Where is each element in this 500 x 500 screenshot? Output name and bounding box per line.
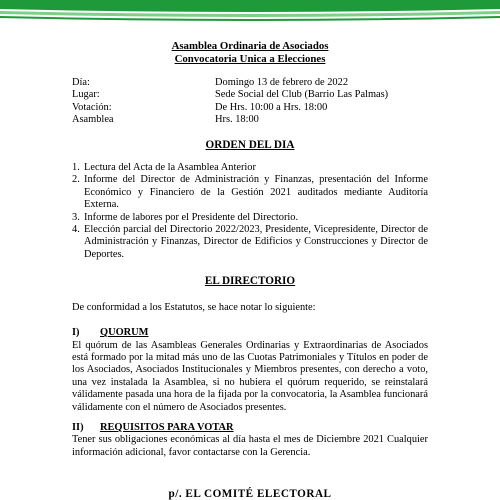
info-label: Asamblea: [72, 114, 114, 126]
agenda-item: [72, 212, 428, 224]
info-row-asamblea: [72, 114, 428, 126]
document-body: [72, 40, 428, 459]
agenda-text: Elección parcial del Directorio 2022/2023, Presidente, Vicepresidente, Director de Administración y Finanzas, Director de Edificios y Construcciones y Director de Deportes.: [84, 224, 428, 260]
stripe-dark-upper: [0, 0, 500, 12]
agenda-item: [72, 162, 428, 174]
title-line-1: Asamblea Ordinaria de Asociados: [171, 40, 329, 52]
info-value: Domingo 13 de febrero de 2022: [215, 77, 349, 88]
signature-line: p/. EL COMITÉ ELECTORAL: [168, 488, 332, 500]
info-row-dia: [72, 77, 428, 89]
info-label: Votación:: [72, 101, 112, 113]
document-title: [72, 40, 428, 66]
section-heading: QUORUM: [100, 327, 149, 339]
agenda-heading: ORDEN DEL DIA: [205, 138, 295, 151]
agenda-item: [72, 174, 428, 211]
intro-text: De conformidad a los Estatutos, se hace notar lo siguiente:: [72, 301, 316, 313]
info-row-lugar: [72, 89, 428, 101]
agenda-item: [72, 224, 428, 261]
section-1-title: [72, 327, 428, 339]
agenda-list: [72, 162, 428, 261]
agenda-number: 2.: [72, 174, 80, 186]
agenda-number: 3.: [72, 211, 80, 223]
title-line-2: Convocatoria Unica a Elecciones: [174, 53, 326, 65]
info-row-votacion: [72, 102, 428, 114]
section-1-text: El quórum de las Asambleas Generales Ordinarias y Extraordinarias de Asociados está formado por la mitad más uno de las Cuotas Patrimoniales y Títulos en poder de los Asociados, Asociados Institucionales y Miembros presentes, con derecho a voto, una vez instalada la Asamblea, si no hubiera el quórum requerido, se reinstalará válidamente pasada una hora de la fijada por la convocatoria, la Asamblea funcionará válidamente con el número de Asociados presentes.: [72, 339, 428, 413]
directorio-heading: EL DIRECTORIO: [204, 275, 296, 288]
agenda-text: Lectura del Acta de la Asamblea Anterior: [84, 162, 256, 174]
header-stripes: [0, 0, 500, 24]
section-numeral: I): [72, 327, 80, 339]
info-label: Día:: [72, 77, 90, 88]
section-2-text: Tener sus obligaciones económicas al día hasta el mes de Diciembre 2021 Cualquier información adicional, favor contactarse con la Gerencia.: [72, 434, 428, 458]
section-heading: REQUISITOS PARA VOTAR: [100, 421, 234, 433]
agenda-number: 4.: [72, 224, 80, 236]
event-info: [72, 77, 428, 127]
info-value: Hrs. 18:00: [215, 114, 259, 126]
section-2-title: [72, 422, 428, 434]
agenda-number: 1.: [72, 162, 80, 174]
info-label: Lugar:: [72, 89, 100, 101]
agenda-text: Informe de labores por el Presidente del Directorio.: [84, 211, 299, 223]
info-value: Sede Social del Club (Barrio Las Palmas): [215, 89, 389, 101]
agenda-text: Informe del Director de Administración y Finanzas, presentación del Informe Económico y Financiero de la Gestión 2021 auditados mediante Auditoría Externa.: [84, 174, 428, 211]
section-numeral: II): [72, 421, 84, 433]
info-value: De Hrs. 10:00 a Hrs. 18:00: [215, 101, 328, 113]
